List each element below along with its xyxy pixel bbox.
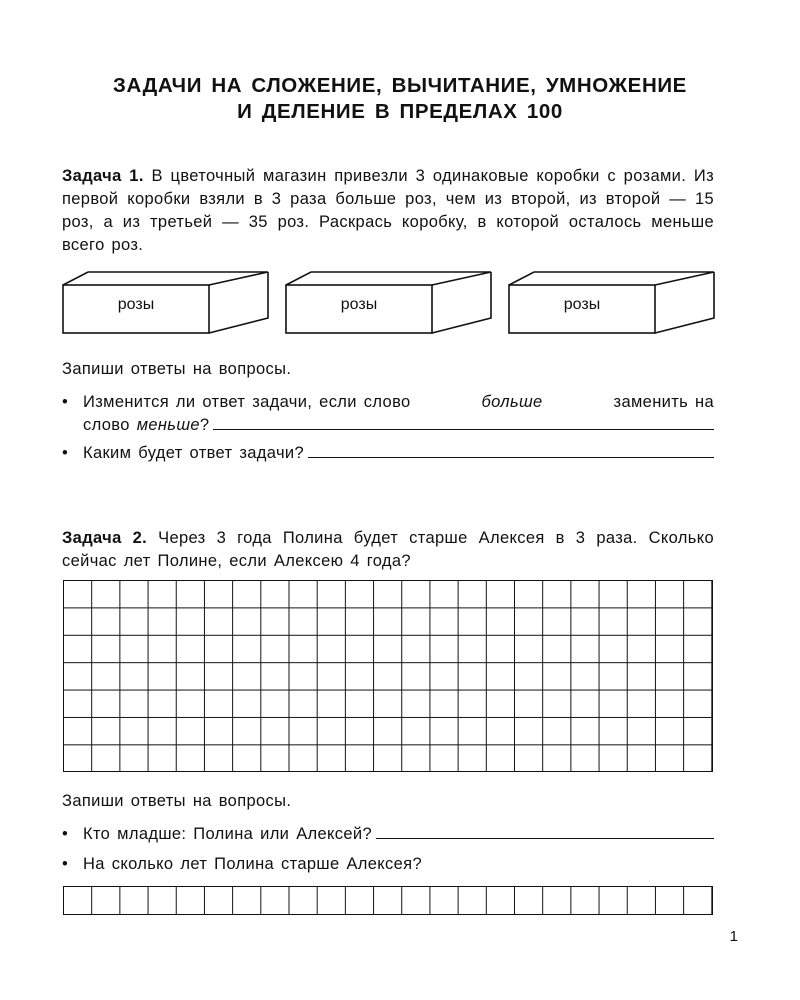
- task1-text: В цветочный магазин привезли 3 одинаковые коробки с розами. Из первой коробки взяли в 3 раза больше роз, чем из второй, из второй — 15 роз, а из третьей — 35 роз. Раскрась коробку, в которой осталось меньше всего роз.: [62, 167, 715, 254]
- page-title: [0, 73, 800, 125]
- task2-heading: Задача 2.: [62, 529, 148, 547]
- task2-question-2: [62, 853, 714, 876]
- bullet-marker: •: [62, 393, 69, 411]
- task1-q1-text-b: заменить на: [613, 393, 714, 411]
- task1-statement: [62, 165, 714, 257]
- answer-cell-strip[interactable]: [63, 886, 713, 915]
- task1-q1-answer-line[interactable]: [213, 415, 714, 430]
- task1-questions-intro: Запиши ответы на вопросы.: [62, 360, 292, 378]
- bullet-marker: •: [62, 855, 69, 873]
- task2-question-1: [62, 823, 714, 846]
- page-number: 1: [729, 928, 738, 945]
- task1-q1-word-menshe: меньше: [136, 416, 200, 434]
- rose-box-2-label: розы: [340, 296, 378, 313]
- task1-q1-text-c: слово: [83, 416, 130, 434]
- task2-statement: [62, 527, 714, 573]
- rose-box-3-label: розы: [563, 296, 601, 313]
- task1-q1-word-bolshe: больше: [481, 393, 543, 411]
- page-title-line-2: И ДЕЛЕНИЕ В ПРЕДЕЛАХ 100: [237, 100, 563, 123]
- task1-q1-qmark: ?: [199, 416, 210, 434]
- task1-q1-text-a: Изменится ли ответ задачи, если слово: [83, 393, 411, 411]
- task1-q2-text: Каким будет ответ задачи?: [83, 444, 304, 462]
- task1-q2-answer-line[interactable]: [308, 443, 714, 458]
- bullet-marker: •: [62, 825, 69, 843]
- task1-question-2: [62, 442, 714, 465]
- task2-questions-intro: Запиши ответы на вопросы.: [62, 792, 292, 810]
- bullet-marker: •: [62, 444, 69, 462]
- solution-grid[interactable]: [63, 580, 713, 772]
- task2-q1-text: Кто младше: Полина или Алексей?: [83, 825, 373, 843]
- task2-q2-text: На сколько лет Полина старше Алексея?: [83, 855, 422, 873]
- page-title-line-1: ЗАДАЧИ НА СЛОЖЕНИЕ, ВЫЧИТАНИЕ, УМНОЖЕНИЕ: [113, 74, 687, 97]
- task2-q1-answer-line[interactable]: [376, 824, 714, 839]
- rose-box-1-label: розы: [117, 296, 155, 313]
- task1-question-1: [62, 391, 714, 437]
- task2-text: Через 3 года Полина будет старше Алексея в 3 раза. Сколько сейчас лет Полине, если Алексею 4 года?: [62, 529, 714, 570]
- task1-heading: Задача 1.: [62, 167, 144, 185]
